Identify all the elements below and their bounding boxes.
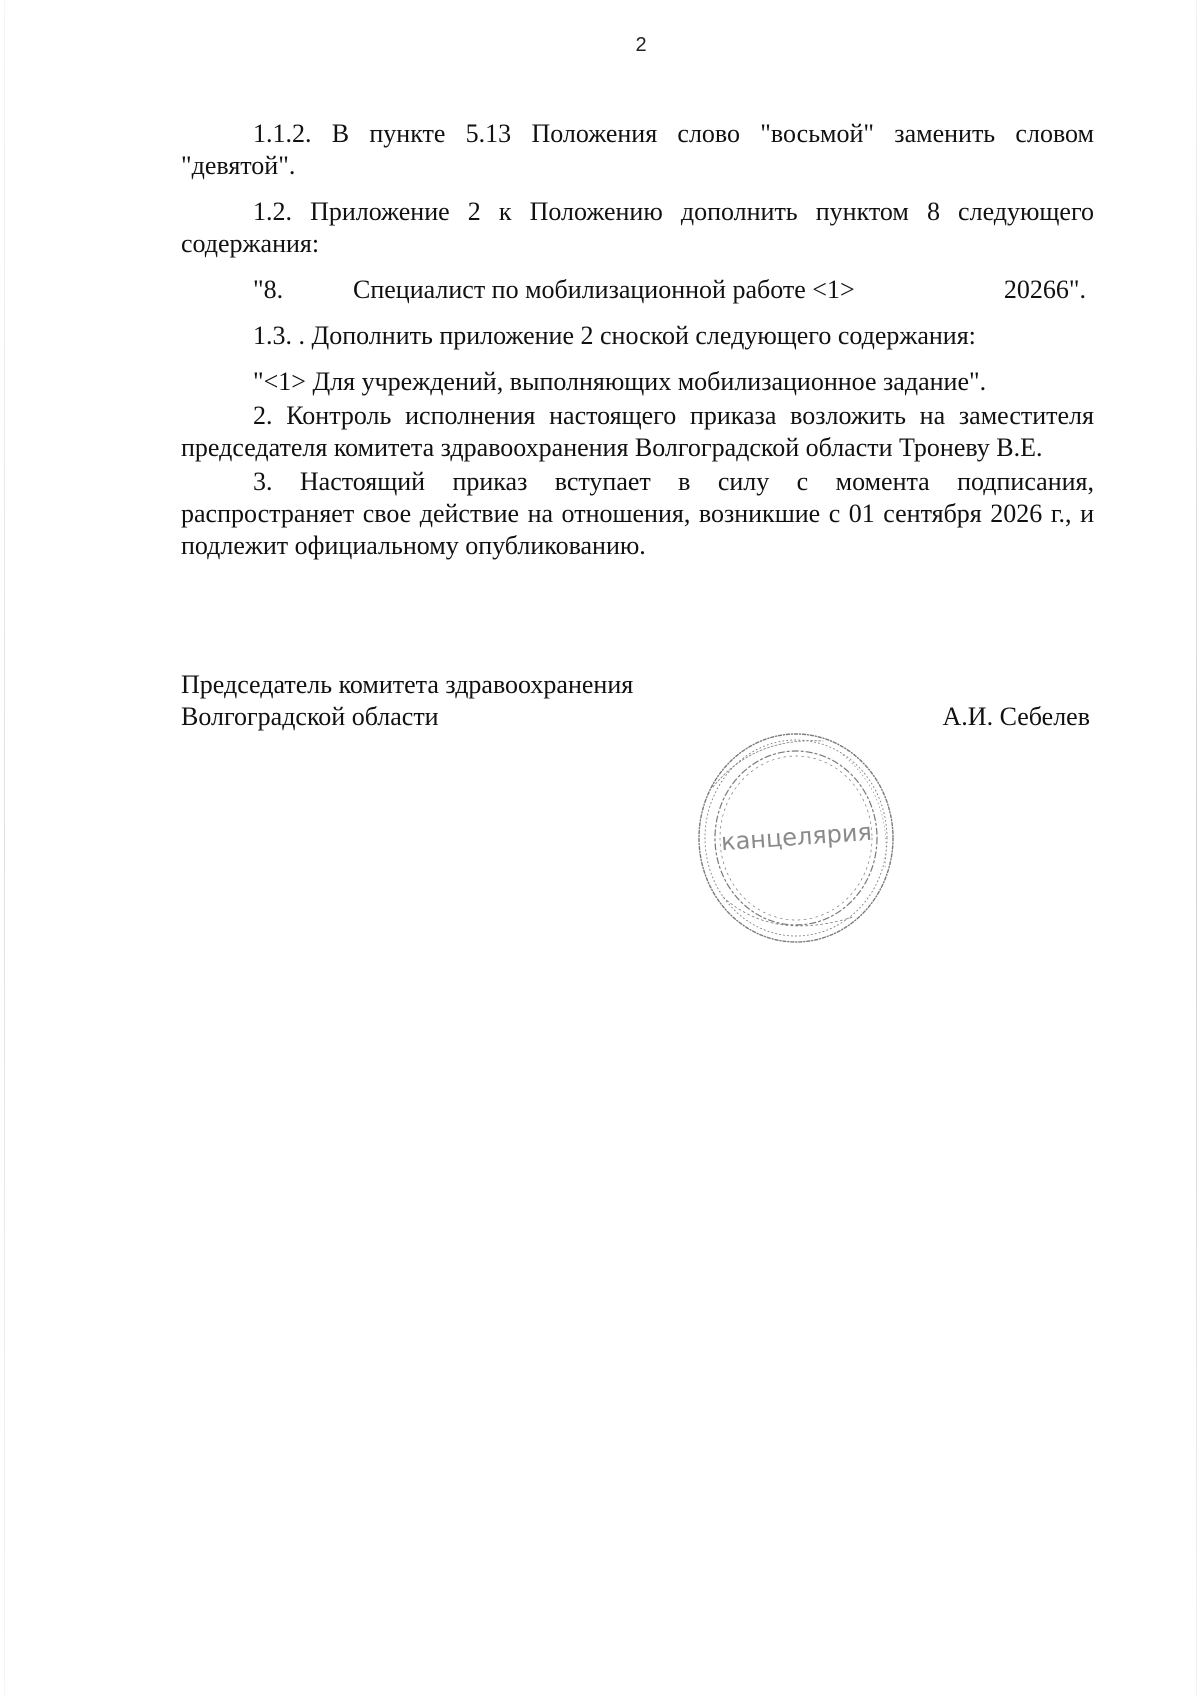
scan-edge-right: [1196, 0, 1197, 1696]
paragraph-1-1-2: 1.1.2. В пункте 5.13 Положения слово "восьмой" заменить словом "девятой".: [181, 119, 1094, 180]
paragraph-1-3: 1.3. . Дополнить приложение 2 сноской следующего содержания:: [253, 321, 976, 350]
list-item-number: "8.: [253, 275, 284, 304]
paragraph-1-2: 1.2. Приложение 2 к Положению дополнить пунктом 8 следующего содержания:: [181, 197, 1094, 258]
signature-block: [181, 669, 1094, 733]
paragraph-2: 2. Контроль исполнения настоящего приказа возложить на заместителя председателя комитета здравоохранения Волгоградской области Троневу В.Е.: [181, 401, 1094, 462]
signatory-position-line-2: Волгоградской области: [181, 702, 439, 731]
scan-edge-left: [4, 0, 5, 1696]
page-number: 2: [635, 34, 647, 56]
list-item-title: Специалист по мобилизационной работе <1>: [353, 275, 855, 304]
stamp-text: канцелярия: [720, 817, 873, 857]
paragraph-3: 3. Настоящий приказ вступает в силу с момента подписания, распространяет свое действие на отношения, возникшие с 01 сентября 2026 г., и подлежит официальному опубликованию.: [181, 467, 1094, 560]
signatory-position-line-1: Председатель комитета здравоохранения: [181, 670, 634, 699]
office-stamp: [693, 727, 903, 947]
signatory-name: А.И. Себелев: [942, 702, 1090, 731]
appendix-list-item: [181, 274, 1094, 306]
document-body: [181, 118, 1094, 562]
footnote-text: "<1> Для учреждений, выполняющих мобилизационное задание".: [253, 367, 987, 396]
list-item-code: 20266".: [1003, 275, 1086, 304]
